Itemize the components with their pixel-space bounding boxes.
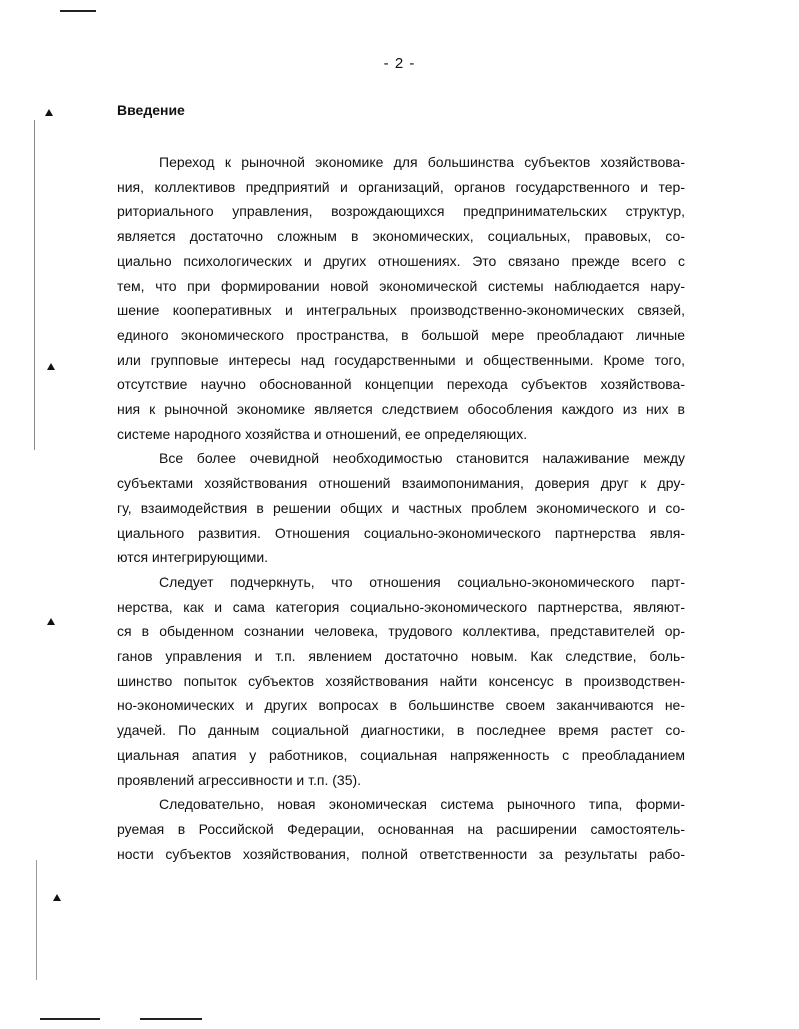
punch-hole-mark-1	[44, 108, 54, 118]
text-line: шение кооперативных и интегральных производственно-экономических связей,	[117, 302, 685, 319]
text-line: циальная апатия у работников, социальная напряженность с преобладанием	[117, 746, 685, 763]
text-line: риториального управления, возрождающихся предпринимательских структур,	[117, 203, 685, 220]
paragraph-4	[117, 792, 685, 866]
section-heading: Введение	[117, 102, 185, 118]
text-line: гу, взаимодействия в решении общих и частных проблем экономического и со-	[117, 499, 685, 516]
text-line: отсутствие научно обоснованной концепции перехода субъектов хозяйствова-	[117, 376, 685, 393]
text-line: циального развития. Отношения социально-экономического партнерства явля-	[117, 524, 685, 541]
scan-artifact-margin-line	[34, 120, 35, 450]
document-body	[117, 150, 685, 866]
page-number: - 2 -	[383, 55, 416, 72]
text-line: шинство попыток субъектов хозяйствования найти консенсус в производствен-	[117, 672, 685, 689]
scan-artifact-bottom-line-left	[40, 1018, 100, 1020]
text-line: субъектами хозяйствования отношений взаимопонимания, доверия друг к дру-	[117, 475, 685, 492]
text-line: единого экономического пространства, в большой мере преобладают личные	[117, 326, 685, 343]
text-line: ния, коллективов предприятий и организаций, органов государственного и тер-	[117, 178, 685, 195]
text-line: Все более очевидной необходимостью становится налаживание между	[159, 450, 685, 467]
punch-hole-mark-2	[46, 362, 56, 372]
text-line: или групповые интересы над государственными и общественными. Кроме того,	[117, 351, 685, 368]
text-line: проявлений агрессивности и т.п. (35).	[117, 771, 362, 788]
text-line: ния к рыночной экономике является следствием обособления каждого из них в	[117, 401, 685, 418]
text-line: но-экономических и других вопросах в большинстве своем заканчиваются не-	[117, 697, 685, 714]
text-line: руемая в Российской Федерации, основанная на расширении самостоятель-	[117, 820, 685, 837]
text-line: циально психологических и других отношениях. Это связано прежде всего с	[117, 252, 685, 269]
text-line: Следовательно, новая экономическая система рыночного типа, форми-	[159, 796, 685, 813]
scan-artifact-top-line	[60, 10, 96, 12]
paragraph-3	[117, 570, 685, 792]
text-line: ся в обыденном сознании человека, трудового коллектива, представителей ор-	[117, 623, 685, 640]
text-line: тем, что при формировании новой экономической системы наблюдается нару-	[117, 277, 685, 294]
text-line: нерства, как и сама категория социально-экономического партнерства, являют-	[117, 598, 685, 615]
text-line: ганов управления и т.п. явлением достаточно новым. Как следствие, боль-	[117, 648, 685, 665]
scan-artifact-margin-line-lower	[36, 860, 37, 980]
text-line: удачей. По данным социальной диагностики, в последнее время растет со-	[117, 722, 685, 739]
text-line: системе народного хозяйства и отношений, ее определяющих.	[117, 425, 528, 442]
text-line: является достаточно сложным в экономических, социальных, правовых, со-	[117, 228, 685, 245]
punch-hole-mark-4	[52, 893, 62, 903]
punch-hole-mark-3	[46, 617, 56, 627]
scan-artifact-bottom-line-right	[140, 1018, 202, 1020]
text-line: ности субъектов хозяйствования, полной ответственности за результаты рабо-	[117, 845, 685, 862]
paragraph-1	[117, 150, 685, 446]
text-line: ются интегрирующими.	[117, 549, 269, 566]
text-line: Переход к рыночной экономике для большинства субъектов хозяйствова-	[159, 154, 685, 170]
text-line: Следует подчеркнуть, что отношения социально-экономического парт-	[159, 573, 685, 590]
paragraph-2	[117, 446, 685, 570]
